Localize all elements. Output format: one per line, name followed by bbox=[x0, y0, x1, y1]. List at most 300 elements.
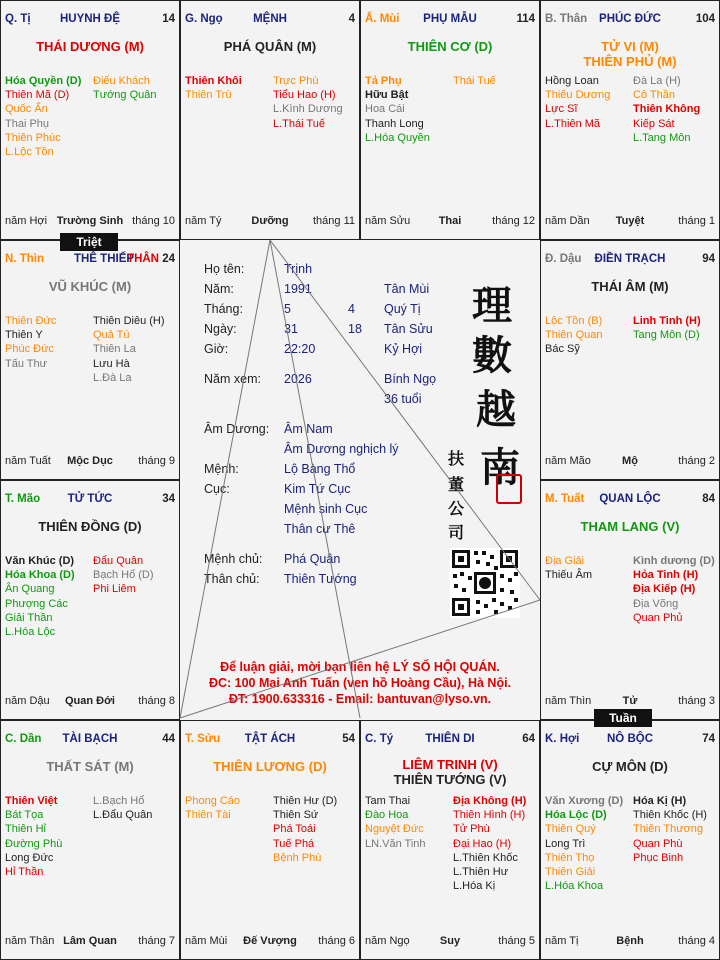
minor-stars-left bbox=[365, 74, 430, 145]
stamp-char-2: 董 bbox=[448, 475, 465, 494]
palace-header bbox=[5, 493, 175, 507]
label-thang: Tháng: bbox=[204, 302, 243, 316]
value-thang-am: 4 bbox=[348, 302, 355, 316]
minor-star: Thanh Long bbox=[365, 117, 424, 130]
value-am-duong: Âm Nam bbox=[284, 422, 333, 436]
palace-footer bbox=[185, 215, 355, 229]
minor-star: Lực Sĩ bbox=[545, 103, 578, 116]
palace-cell-tuat[interactable] bbox=[540, 480, 720, 720]
stamp-char-3: 公 bbox=[448, 499, 465, 518]
main-star: THIÊN ĐỒNG (D) bbox=[38, 519, 142, 534]
minor-star: Thiên Mã (D) bbox=[5, 89, 70, 102]
footer-year: năm Tuất bbox=[5, 455, 51, 467]
minor-stars-right bbox=[453, 74, 496, 88]
palace-cell-mui[interactable] bbox=[360, 0, 540, 240]
value-ngay: 31 bbox=[284, 322, 298, 336]
minor-star: L.Thái Tuế bbox=[273, 117, 325, 130]
value-menh-chu: Phá Quân bbox=[284, 552, 341, 566]
value-nam-can-chi: Tân Mùi bbox=[384, 282, 430, 296]
minor-star: Văn Khúc (D) bbox=[5, 555, 75, 567]
minor-star: Địa Võng bbox=[633, 597, 679, 610]
main-stars bbox=[361, 757, 539, 787]
value-am-duong-2: Âm Dương nghịch lý bbox=[284, 442, 399, 456]
minor-star: Địa Không (H) bbox=[453, 795, 527, 807]
value-nam-xem-can-chi: Bính Ngọ bbox=[384, 372, 437, 386]
minor-star: Hỏa Tinh (H) bbox=[633, 569, 699, 582]
value-ngay-am: 18 bbox=[348, 322, 362, 336]
palace-number: 54 bbox=[342, 733, 355, 745]
minor-stars-right bbox=[633, 314, 701, 342]
minor-star: Tuế Phá bbox=[273, 837, 315, 850]
minor-star: Tang Môn (D) bbox=[633, 329, 700, 342]
main-star: THẤT SÁT (M) bbox=[46, 759, 134, 774]
value-nam: 1991 bbox=[284, 282, 312, 296]
main-stars bbox=[541, 759, 719, 774]
palace-name: TẬT ÁCH bbox=[244, 733, 296, 745]
minor-stars-left bbox=[5, 314, 56, 371]
palace-can-chi: B. Thân bbox=[545, 13, 588, 25]
stamp-char-1: 扶 bbox=[448, 449, 465, 468]
minor-stars-right bbox=[273, 74, 343, 131]
palace-footer bbox=[5, 935, 175, 949]
palace-cell-hoi[interactable] bbox=[540, 720, 720, 960]
value-than-chu: Thiên Tướng bbox=[284, 572, 357, 586]
contact-line-2: ĐC: 100 Mai Anh Tuấn (ven hồ Hoàng Cầu), Hà Nội. bbox=[208, 676, 512, 690]
minor-star: Đại Hao (H) bbox=[453, 837, 512, 850]
palace-footer bbox=[365, 215, 535, 229]
palace-name: PHÚC ĐỨC bbox=[599, 13, 661, 25]
minor-star: Hữu Bật bbox=[365, 89, 409, 102]
minor-star: Tiểu Hao (H) bbox=[273, 89, 336, 102]
main-stars bbox=[1, 759, 179, 774]
main-star: LIÊM TRINH (V) bbox=[402, 757, 498, 772]
palace-can-chi: N. Thìn bbox=[5, 253, 44, 265]
footer-stage: Tử bbox=[622, 695, 638, 707]
footer-stage: Mộc Dục bbox=[67, 455, 113, 467]
palace-name: NÔ BỘC bbox=[607, 733, 653, 745]
minor-stars-left bbox=[545, 74, 610, 131]
minor-star: L.Hóa Lộc bbox=[5, 626, 56, 639]
minor-stars-left bbox=[5, 554, 75, 639]
minor-star: L.Kình Dương bbox=[273, 103, 343, 116]
footer-month: tháng 2 bbox=[678, 455, 715, 467]
minor-star: Thai Phụ bbox=[5, 117, 50, 130]
palace-number: 114 bbox=[516, 13, 535, 25]
callig-char-1: 理 bbox=[472, 282, 512, 329]
minor-stars-right bbox=[633, 74, 700, 145]
value-ngay-can-chi: Tân Sửu bbox=[384, 322, 433, 336]
footer-year: năm Dần bbox=[545, 215, 590, 227]
minor-stars-right bbox=[273, 794, 337, 865]
palace-number: 44 bbox=[162, 733, 175, 745]
callig-char-2: 數 bbox=[472, 332, 512, 379]
minor-star: Tử Phù bbox=[453, 823, 490, 836]
footer-month: tháng 1 bbox=[678, 215, 715, 227]
palace-header bbox=[5, 253, 175, 267]
palace-header bbox=[185, 733, 355, 747]
minor-star: Thiên Giải bbox=[545, 866, 596, 879]
palace-header bbox=[365, 13, 535, 27]
palace-number: 64 bbox=[522, 733, 535, 745]
minor-stars-right bbox=[453, 794, 526, 893]
minor-stars-right bbox=[93, 794, 152, 822]
minor-star: Thiên Tài bbox=[185, 809, 231, 822]
footer-year: năm Sửu bbox=[365, 215, 411, 227]
contact-line-1: Để luận giải, mời bạn liên hệ LÝ SỐ HỘI QUÁN. bbox=[220, 660, 500, 674]
label-ho-ten: Họ tên: bbox=[204, 262, 245, 276]
minor-star: Thiên Hình (H) bbox=[453, 809, 526, 822]
minor-star: L.Hóa Quyền bbox=[365, 131, 430, 144]
minor-star: Ân Quang bbox=[5, 583, 55, 596]
main-star: CỰ MÔN (D) bbox=[592, 759, 668, 774]
minor-star: Thiên Thương bbox=[633, 823, 704, 836]
palace-name: PHỤ MẪU bbox=[423, 13, 477, 25]
minor-star: Long Trì bbox=[545, 837, 586, 850]
value-cuc-3: Thân cư Thê bbox=[284, 522, 356, 536]
label-cuc: Cục: bbox=[204, 482, 230, 496]
footer-month: tháng 5 bbox=[498, 935, 535, 947]
footer-month: tháng 7 bbox=[138, 935, 175, 947]
minor-stars-left bbox=[5, 74, 81, 159]
palace-cell-thin[interactable] bbox=[0, 240, 180, 480]
main-stars bbox=[181, 39, 359, 54]
palace-footer bbox=[545, 455, 715, 469]
palace-header bbox=[545, 493, 715, 507]
palace-can-chi: Q. Tị bbox=[5, 13, 31, 25]
minor-star: Thiên La bbox=[93, 343, 136, 356]
value-nam-xem: 2026 bbox=[284, 372, 312, 386]
footer-stage: Trường Sinh bbox=[56, 215, 124, 227]
palace-can-chi: Ấ. Mùi bbox=[365, 13, 400, 25]
minor-star: Lưu Hà bbox=[93, 357, 130, 370]
minor-star: Nguyệt Đức bbox=[365, 823, 424, 836]
minor-star: Quan Phù bbox=[633, 837, 683, 850]
minor-star: Hỉ Thần bbox=[5, 866, 44, 879]
footer-stage: Thai bbox=[438, 215, 462, 227]
minor-star: Tả Phụ bbox=[365, 75, 402, 87]
minor-star: Phục Binh bbox=[633, 851, 684, 864]
minor-star: Thiên Đức bbox=[5, 315, 57, 327]
minor-star: Thiên Quan bbox=[545, 329, 603, 342]
palace-number: 34 bbox=[162, 493, 175, 505]
palace-number: 84 bbox=[702, 493, 715, 505]
minor-stars-left bbox=[545, 794, 623, 893]
main-stars bbox=[541, 279, 719, 294]
label-nam-xem: Năm xem: bbox=[204, 372, 261, 386]
minor-star: L.Thiên Khốc bbox=[453, 851, 518, 864]
palace-header bbox=[5, 733, 175, 747]
value-tuoi: 36 tuổi bbox=[384, 392, 422, 406]
minor-star: Linh Tinh (H) bbox=[633, 315, 701, 327]
minor-star: Quả Tú bbox=[93, 329, 130, 342]
main-stars bbox=[541, 519, 719, 534]
palace-cell-ngo[interactable] bbox=[180, 0, 360, 240]
minor-star: L.Tang Môn bbox=[633, 131, 691, 144]
palace-can-chi: T. Sửu bbox=[185, 733, 221, 745]
label-menh-chu: Mệnh chủ: bbox=[204, 552, 263, 566]
minor-star: L.Thiên Mã bbox=[545, 117, 601, 130]
main-star: PHÁ QUÂN (M) bbox=[223, 39, 317, 54]
minor-star: Phượng Các bbox=[5, 597, 68, 610]
minor-star: Thiên Khốc (H) bbox=[633, 809, 707, 822]
minor-star: Giải Thần bbox=[5, 611, 53, 624]
value-thang: 5 bbox=[284, 302, 291, 316]
minor-star: Phá Toái bbox=[273, 823, 316, 836]
minor-star: Thiên Thọ bbox=[545, 851, 595, 864]
main-stars bbox=[361, 39, 539, 54]
main-star: THIÊN PHỦ (M) bbox=[583, 54, 677, 69]
minor-star: Thiên Sứ bbox=[273, 809, 319, 822]
label-than-chu: Thân chủ: bbox=[204, 572, 260, 586]
footer-month: tháng 10 bbox=[132, 215, 175, 227]
footer-stage: Bệnh bbox=[616, 935, 644, 947]
palace-footer bbox=[5, 695, 175, 709]
tuan-marker: Tuần bbox=[594, 709, 652, 727]
callig-char-3: 越 bbox=[476, 386, 516, 433]
label-menh: Mệnh: bbox=[204, 462, 239, 476]
minor-star: Trực Phù bbox=[273, 75, 319, 87]
minor-star: Lộc Tồn (B) bbox=[545, 315, 603, 327]
minor-star: Đẩu Quân bbox=[93, 555, 144, 567]
palace-name: TÀI BẠCH bbox=[62, 733, 118, 745]
minor-star: Thiên Quý bbox=[545, 823, 596, 836]
palace-can-chi: Đ. Dậu bbox=[545, 253, 582, 265]
footer-month: tháng 3 bbox=[678, 695, 715, 707]
palace-number: 14 bbox=[162, 13, 175, 25]
minor-star: Thiếu Âm bbox=[545, 569, 593, 582]
minor-stars-left bbox=[185, 74, 242, 102]
minor-star: Cô Thần bbox=[633, 89, 675, 102]
minor-star: Thiên Phúc bbox=[5, 131, 61, 144]
palace-name: THÊ THIẾP bbox=[73, 253, 135, 265]
palace-header bbox=[545, 253, 715, 267]
palace-name: THIÊN DI bbox=[425, 733, 475, 745]
footer-stage: Lâm Quan bbox=[63, 935, 117, 947]
minor-star: Kiếp Sát bbox=[633, 117, 675, 130]
palace-name: HUYNH ĐỆ bbox=[59, 13, 121, 25]
palace-name: QUAN LỘC bbox=[599, 493, 661, 505]
minor-stars-right bbox=[93, 314, 165, 385]
minor-star: Thiên Y bbox=[5, 329, 43, 342]
palace-footer bbox=[545, 935, 715, 949]
minor-stars-left bbox=[545, 314, 602, 357]
footer-year: năm Tị bbox=[545, 935, 579, 947]
minor-star: Tướng Quân bbox=[93, 89, 157, 102]
minor-star: Hồng Loan bbox=[545, 75, 599, 87]
palace-number: 24 bbox=[162, 253, 175, 265]
palace-number: 94 bbox=[702, 253, 715, 265]
minor-star: Thiếu Dương bbox=[545, 89, 611, 102]
minor-stars-right bbox=[633, 554, 715, 625]
value-gio: 22:20 bbox=[284, 342, 316, 356]
footer-year: năm Hợi bbox=[5, 215, 48, 227]
minor-star: L.Lộc Tồn bbox=[5, 146, 54, 159]
stamp-char-4: 司 bbox=[448, 523, 465, 542]
main-star: THIÊN LƯƠNG (D) bbox=[213, 759, 327, 774]
palace-can-chi: C. Dần bbox=[5, 733, 42, 745]
minor-star: Bệnh Phù bbox=[273, 851, 322, 864]
main-star: THIÊN TƯỚNG (V) bbox=[393, 772, 507, 787]
center-info-panel bbox=[180, 240, 540, 720]
minor-star: Hóa Kị (H) bbox=[633, 795, 687, 807]
main-star: THÁI ÂM (M) bbox=[591, 279, 669, 294]
minor-star: Đường Phù bbox=[5, 837, 63, 850]
minor-stars-right bbox=[633, 794, 707, 865]
minor-star: L.Đà La bbox=[93, 371, 132, 384]
palace-can-chi: C. Tý bbox=[365, 733, 394, 745]
palace-cell-dan[interactable] bbox=[0, 720, 180, 960]
palace-cell-dau[interactable] bbox=[540, 240, 720, 480]
minor-star: Thiên Trù bbox=[185, 89, 232, 102]
footer-year: năm Ngọ bbox=[365, 935, 410, 947]
main-star: VŨ KHÚC (M) bbox=[48, 279, 132, 294]
palace-footer bbox=[185, 935, 355, 949]
footer-year: năm Thìn bbox=[545, 695, 592, 707]
minor-star: L.Đẩu Quân bbox=[93, 809, 153, 822]
label-ngay: Ngày: bbox=[204, 322, 237, 336]
label-nam: Năm: bbox=[204, 282, 234, 296]
footer-year: năm Dậu bbox=[5, 695, 50, 707]
contact-line-3[interactable]: ĐT: 1900.633316 - Email: bantuvan@lyso.vn. bbox=[228, 692, 492, 706]
value-gio-can-chi: Kỷ Hợi bbox=[384, 342, 423, 356]
value-menh: Lộ Bàng Thổ bbox=[284, 462, 356, 476]
minor-star: Địa Giải bbox=[545, 555, 585, 567]
palace-footer bbox=[5, 455, 175, 469]
minor-star: Thiên Hỉ bbox=[5, 823, 46, 836]
minor-star: Điếu Khách bbox=[93, 75, 150, 87]
footer-year: năm Tý bbox=[185, 215, 222, 227]
minor-star: Văn Xương (D) bbox=[545, 795, 624, 807]
footer-stage: Suy bbox=[439, 935, 461, 947]
value-ho-ten: Trịnh bbox=[284, 262, 313, 276]
minor-star: Thiên Khôi bbox=[185, 75, 242, 87]
footer-year: năm Mùi bbox=[185, 935, 228, 947]
minor-star: Thiên Hư (D) bbox=[273, 795, 338, 807]
main-stars bbox=[1, 39, 179, 54]
footer-month: tháng 9 bbox=[138, 455, 175, 467]
triet-marker: Triệt bbox=[60, 233, 118, 251]
palace-can-chi: T. Mão bbox=[5, 493, 41, 505]
palace-name: ĐIỀN TRẠCH bbox=[594, 253, 666, 265]
minor-star: Phong Cáo bbox=[185, 795, 241, 807]
palace-cell-mao[interactable] bbox=[0, 480, 180, 720]
palace-header bbox=[185, 13, 355, 27]
minor-star: Thái Tuế bbox=[453, 75, 496, 87]
footer-month: tháng 11 bbox=[312, 215, 355, 227]
palace-cell-suu[interactable] bbox=[180, 720, 360, 960]
minor-star: Quan Phủ bbox=[633, 611, 683, 624]
minor-stars-right bbox=[93, 554, 154, 597]
footer-stage: Đế Vượng bbox=[243, 935, 297, 947]
label-gio: Giờ: bbox=[204, 342, 229, 356]
minor-star: Hóa Khoa (D) bbox=[5, 569, 75, 582]
callig-char-4: 南 bbox=[480, 444, 520, 491]
palace-name: TỬ TỨC bbox=[67, 493, 113, 505]
palace-footer bbox=[545, 695, 715, 709]
palace-name: MỆNH bbox=[253, 13, 287, 25]
palace-footer bbox=[365, 935, 535, 949]
qr-code-icon[interactable] bbox=[450, 548, 520, 618]
minor-star: Phi Liêm bbox=[93, 583, 136, 596]
footer-month: tháng 6 bbox=[318, 935, 355, 947]
minor-star: Tam Thai bbox=[365, 795, 411, 807]
minor-star: Bát Tọa bbox=[5, 809, 44, 822]
palace-cell-ti[interactable] bbox=[0, 0, 180, 240]
main-stars bbox=[181, 759, 359, 774]
minor-star: Hóa Lộc (D) bbox=[545, 809, 607, 822]
footer-year: năm Mão bbox=[545, 455, 591, 467]
minor-star: Thiên Không bbox=[633, 103, 701, 116]
palace-can-chi: M. Tuất bbox=[545, 493, 585, 505]
palace-number: 74 bbox=[702, 733, 715, 745]
palace-can-chi: K. Hợi bbox=[545, 733, 580, 745]
minor-star: L.Thiên Hư bbox=[453, 866, 509, 879]
footer-stage: Tuyệt bbox=[615, 215, 645, 227]
minor-star: Thiên Việt bbox=[5, 795, 58, 807]
palace-number: 4 bbox=[348, 13, 355, 25]
palace-cell-than[interactable] bbox=[540, 0, 720, 240]
main-star: THÁI DƯƠNG (M) bbox=[36, 39, 144, 54]
main-stars bbox=[541, 39, 719, 69]
footer-month: tháng 12 bbox=[492, 215, 535, 227]
value-thang-can-chi: Quý Tị bbox=[384, 302, 421, 316]
minor-star: Đà La (H) bbox=[633, 75, 681, 87]
palace-header bbox=[545, 13, 715, 27]
palace-footer bbox=[5, 215, 175, 229]
footer-stage: Mộ bbox=[622, 455, 638, 467]
minor-star: Bạch Hổ (D) bbox=[93, 569, 154, 582]
minor-star: Địa Kiếp (H) bbox=[633, 583, 696, 596]
minor-star: Bác Sỹ bbox=[545, 343, 580, 356]
minor-stars-left bbox=[5, 794, 62, 879]
minor-star: Long Đức bbox=[5, 851, 54, 864]
palace-number: 104 bbox=[695, 13, 715, 25]
main-star: THIÊN CƠ (D) bbox=[407, 39, 493, 54]
minor-star: LN.Văn Tinh bbox=[365, 837, 426, 850]
minor-star: Phúc Đức bbox=[5, 343, 54, 356]
label-am-duong: Âm Dương: bbox=[204, 422, 270, 436]
main-stars bbox=[1, 519, 179, 534]
palace-header bbox=[5, 13, 175, 27]
minor-star: Tấu Thư bbox=[5, 357, 48, 370]
minor-star: Đào Hoa bbox=[365, 809, 409, 822]
palace-can-chi: G. Ngọ bbox=[185, 13, 223, 25]
main-star: THAM LANG (V) bbox=[580, 519, 680, 534]
palace-cell-ty[interactable] bbox=[360, 720, 540, 960]
minor-stars-left bbox=[365, 794, 426, 851]
footer-year: năm Thân bbox=[5, 935, 55, 947]
footer-month: tháng 4 bbox=[678, 935, 715, 947]
minor-star: Hoa Cái bbox=[365, 103, 405, 116]
minor-star: Hóa Quyền (D) bbox=[5, 75, 82, 87]
minor-star: Quốc Ấn bbox=[5, 103, 48, 116]
minor-stars-left bbox=[185, 794, 240, 822]
main-star: TỬ VI (M) bbox=[601, 39, 659, 54]
red-seal-icon bbox=[496, 474, 522, 504]
value-cuc: Kim Tứ Cục bbox=[284, 482, 351, 496]
palace-footer bbox=[545, 215, 715, 229]
minor-star: L.Hóa Kị bbox=[453, 880, 496, 893]
than-marker: THÂN bbox=[127, 253, 159, 265]
minor-stars-right bbox=[93, 74, 157, 102]
minor-star: L.Hóa Khoa bbox=[545, 880, 604, 893]
footer-stage: Dưỡng bbox=[251, 215, 289, 227]
minor-star: Thiên Diêu (H) bbox=[93, 315, 165, 327]
minor-star: L.Bạch Hổ bbox=[93, 795, 145, 807]
minor-stars-left bbox=[545, 554, 592, 582]
main-stars bbox=[1, 279, 179, 294]
palace-header bbox=[545, 733, 715, 747]
